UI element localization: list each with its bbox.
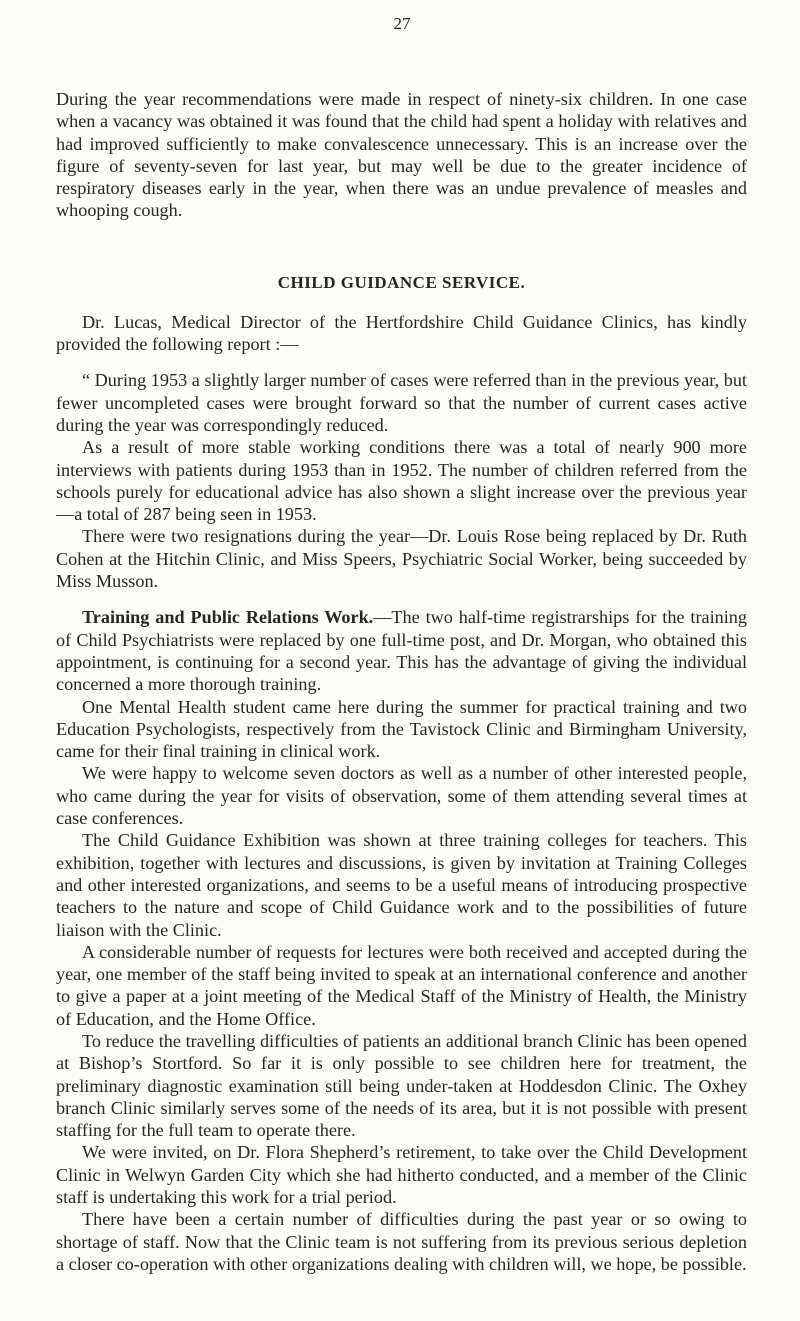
training-run-in-heading: Training and Public Relations Work. (82, 607, 374, 628)
report-paragraph: One Mental Health student came here during the summer for practical training and two Education Psychologists, respectively from the Tavistock Clinic and Birmingham University, came for their final training in clinical work. (56, 696, 747, 762)
lead-paragraph: Dr. Lucas, Medical Director of the Hertfordshire Child Guidance Clinics, has kindly provided the following report :— (56, 311, 747, 355)
page-number: 27 (393, 14, 411, 33)
report-paragraph: To reduce the travelling difficulties of patients an additional branch Clinic has been opened at Bishop’s Stortford. So far it is only possible to see children here for treatment, the preliminary diagnostic examination still being under-taken at Hoddesdon Clinic. The Oxhey branch Clinic similarly serves some of the needs of its area, but it is not possible with present staffing for the full team to operate there. (56, 1030, 747, 1141)
report-paragraph: We were invited, on Dr. Flora Shepherd’s retirement, to take over the Child Development Clinic in Welwyn Garden City which she had hitherto conducted, and a member of the Clinic staff is undertaking this work for a trial period. (56, 1142, 747, 1208)
page-body (56, 88, 747, 1275)
report-paragraph: A considerable number of requests for lectures were both received and accepted during the year, one member of the staff being invited to speak at an international conference and another to give a paper at a joint meeting of the Medical Staff of the Ministry of Health, the Ministry of Education, and the Home Office. (56, 941, 747, 1029)
intro-paragraph: During the year recommendations were made in respect of ninety-six children. In one case when a vacancy was obtained it was found that the child had spent a holiday with relatives and had improved sufficiently to make convalescence unnecessary. This is an increase over the figure of seventy-seven for last year, but may well be due to the greater incidence of respiratory diseases early in the year, when there was an undue prevalence of measles and whooping cough. (56, 89, 747, 221)
section-heading: CHILD GUIDANCE SERVICE. (277, 272, 526, 292)
report-paragraph: “ During 1953 a slightly larger number of cases were referred than in the previous year, but fewer uncompleted cases were brought forward so that the number of current cases active during the year was correspondingly reduced. (56, 370, 747, 435)
training-paragraph (56, 606, 747, 695)
report-paragraph: There have been a certain number of difficulties during the past year or so owing to shortage of staff. Now that the Clinic team is not suffering from its previous serious depletion a closer co-operation with other organizations dealing with children will, we hope, be possible. (56, 1209, 747, 1274)
report-paragraph: We were happy to welcome seven doctors as well as a number of other interested people, who came during the year for visits of observation, some of them attending several times at case conferences. (56, 763, 747, 829)
report-paragraph: There were two resignations during the year—Dr. Louis Rose being replaced by Dr. Ruth Cohen at the Hitchin Clinic, and Miss Speers, Psychiatric Social Worker, being succeeded by Miss Musson. (56, 526, 747, 592)
training-text: —The two half-time registrarships for the training of Child Psychiatrists were replaced by one full-time post, and Dr. Morgan, who obtained this appointment, is continuing for a second year. This has the advantage of giving the individual concerned a more thorough training. (56, 607, 747, 695)
report-paragraph: The Child Guidance Exhibition was shown at three training colleges for teachers. This exhibition, together with lectures and discussions, is given by invitation at Training Colleges and other interested organizations, and seems to be a useful means of introducing prospective teachers to the nature and scope of Child Guidance work and to the possibilities of future liaison with the Clinic. (56, 830, 747, 940)
report-paragraph: As a result of more stable working conditions there was a total of nearly 900 more interviews with patients during 1953 than in 1952. The number of children referred from the schools purely for educational advice has also shown a slight increase over the previous year—a total of 287 being seen in 1953. (56, 437, 747, 525)
